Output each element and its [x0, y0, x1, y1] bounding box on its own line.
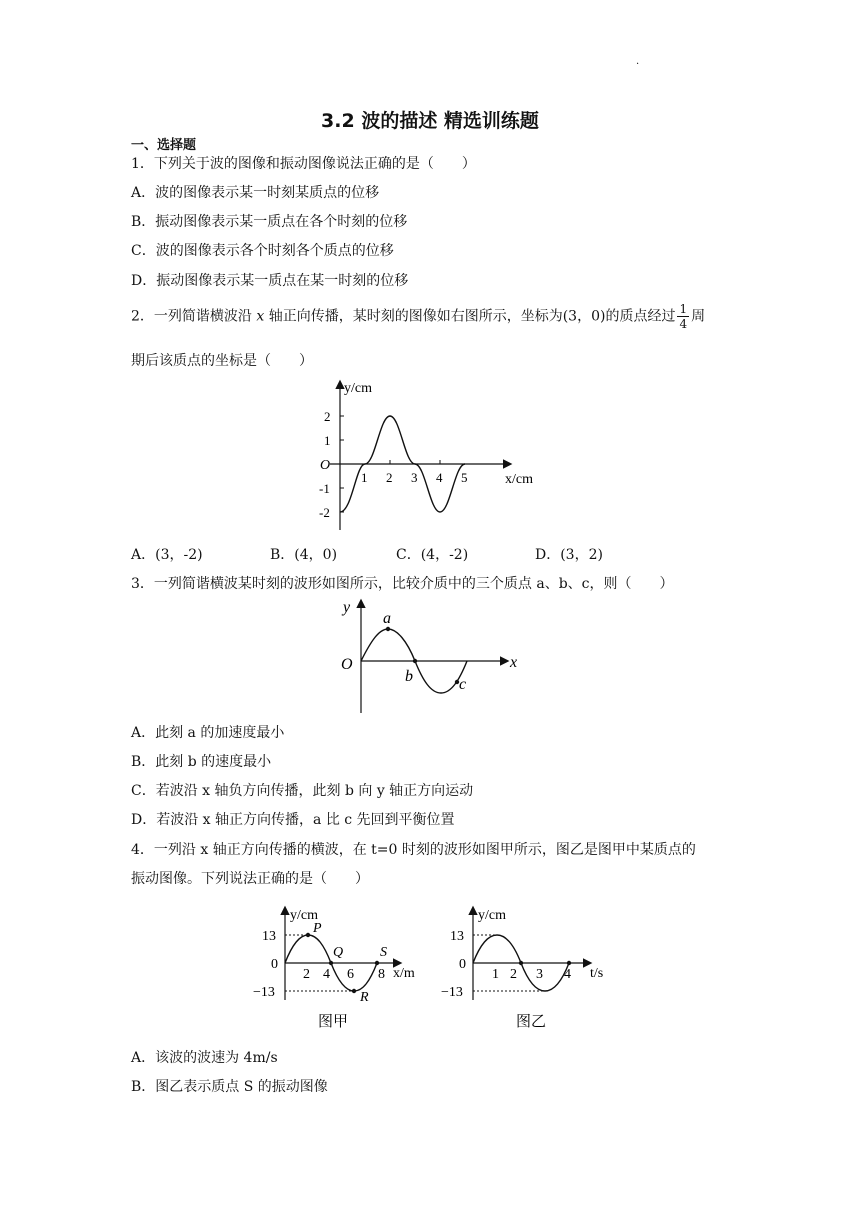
q3-point-a: a: [383, 610, 391, 627]
q4a-xtick-4: 4: [323, 967, 330, 982]
q4a-xtick-2: 2: [303, 967, 310, 982]
q1-option-c: C．波的图像表示各个时刻各个质点的位移: [131, 243, 394, 259]
q4a-point-q: Q: [333, 945, 344, 960]
q2-y-label: y/cm: [344, 381, 372, 396]
q4a-ytick-m13: −13: [253, 985, 275, 1000]
q4-stem-line2: 振动图像。下列说法正确的是（ ）: [131, 871, 369, 887]
fraction: $\frac{1}{4}$: [679, 302, 688, 331]
q4a-y-label: y/cm: [290, 908, 318, 923]
q3-origin: O: [341, 656, 353, 673]
q4-option-a: A．该波的波速为 4m/s: [131, 1050, 278, 1066]
q3-point-c: c: [459, 676, 467, 693]
q4b-xtick-4: 4: [564, 967, 571, 982]
q2-stem-line2: 期后该质点的坐标是（ ）: [131, 353, 313, 369]
q2-stem: 2．一列简谐横波沿 x 轴正向传播，某时刻的图像如右图所示，坐标为(3，0)的质点经过 $\frac{1}{4}$ 周: [131, 302, 706, 331]
q4b-ytick-0: 0: [459, 957, 466, 972]
q3-figure: [335, 595, 535, 715]
q2-xtick-1: 1: [361, 470, 368, 485]
q4a-caption: 图甲: [318, 1014, 349, 1030]
q2-figure: [300, 370, 560, 535]
q3-x-label: x: [510, 654, 518, 671]
q4b-xtick-2: 2: [510, 967, 517, 982]
q4-figure-a: [252, 900, 432, 1035]
q2-origin: O: [320, 458, 331, 473]
q2-ytick-2: 2: [324, 409, 331, 424]
q4a-point-r: R: [360, 990, 369, 1005]
q4a-xtick-8: 8: [378, 967, 385, 982]
q4a-point-s: S: [380, 945, 387, 960]
q2-option-a: A．(3，-2): [131, 547, 203, 563]
q4b-y-label: y/cm: [478, 908, 506, 923]
q2-ytick-m2: -2: [319, 505, 330, 520]
page-title: 3.2 波的描述 精选训练题: [321, 110, 539, 132]
q3-y-label: y: [343, 599, 351, 616]
q2-option-d: D．(3，2): [535, 547, 603, 563]
q4b-ytick-m13: −13: [441, 985, 463, 1000]
q2-ytick-1: 1: [324, 433, 331, 448]
q4a-xtick-6: 6: [347, 967, 354, 982]
q3-option-d: D．若波沿 x 轴正方向传播，a 比 c 先回到平衡位置: [131, 812, 455, 828]
q1-stem: 1．下列关于波的图像和振动图像说法正确的是（ ）: [131, 156, 476, 172]
q4-stem-line1: 4．一列沿 x 轴正方向传播的横波，在 t=0 时刻的波形如图甲所示，图乙是图甲中某质点的: [131, 842, 696, 858]
header-mark: .: [636, 56, 640, 67]
q3-point-b: b: [405, 668, 413, 685]
q1-option-a: A．波的图像表示某一时刻某质点的位移: [131, 185, 380, 201]
q4a-ytick-13: 13: [262, 929, 276, 944]
q4a-x-label: x/m: [393, 966, 415, 981]
q2-ytick-m1: -1: [319, 481, 330, 496]
q3-option-a: A．此刻 a 的加速度最小: [131, 725, 285, 741]
q2-option-b: B．(4，0): [270, 547, 338, 563]
q3-option-b: B．此刻 b 的速度最小: [131, 754, 272, 770]
q4b-caption: 图乙: [516, 1014, 547, 1030]
q2-xtick-2: 2: [386, 470, 393, 485]
q4b-ytick-13: 13: [450, 929, 464, 944]
q1-option-d: D．振动图像表示某一质点在某一时刻的位移: [131, 273, 409, 289]
q4a-ytick-0: 0: [271, 957, 278, 972]
section-heading: 一、选择题: [131, 138, 197, 153]
q4a-point-p: P: [313, 921, 322, 936]
q2-option-c: C．(4，-2): [396, 547, 469, 563]
q2-xtick-4: 4: [436, 470, 443, 485]
q1-option-b: B．振动图像表示某一质点在各个时刻的位移: [131, 214, 408, 230]
q4-option-b: B．图乙表示质点 S 的振动图像: [131, 1079, 328, 1095]
q4-figure-b: [440, 900, 620, 1035]
q2-xtick-5: 5: [461, 470, 468, 485]
q4b-xtick-1: 1: [492, 967, 499, 982]
q3-option-c: C．若波沿 x 轴负方向传播，此刻 b 向 y 轴正方向运动: [131, 783, 474, 799]
q2-x-label: x/cm: [505, 472, 533, 487]
q3-stem: 3．一列简谐横波某时刻的波形如图所示，比较介质中的三个质点 a、b、c，则（ ）: [131, 576, 674, 592]
q2-xtick-3: 3: [411, 470, 418, 485]
q4b-xtick-3: 3: [536, 967, 543, 982]
q4b-x-label: t/s: [590, 966, 604, 981]
